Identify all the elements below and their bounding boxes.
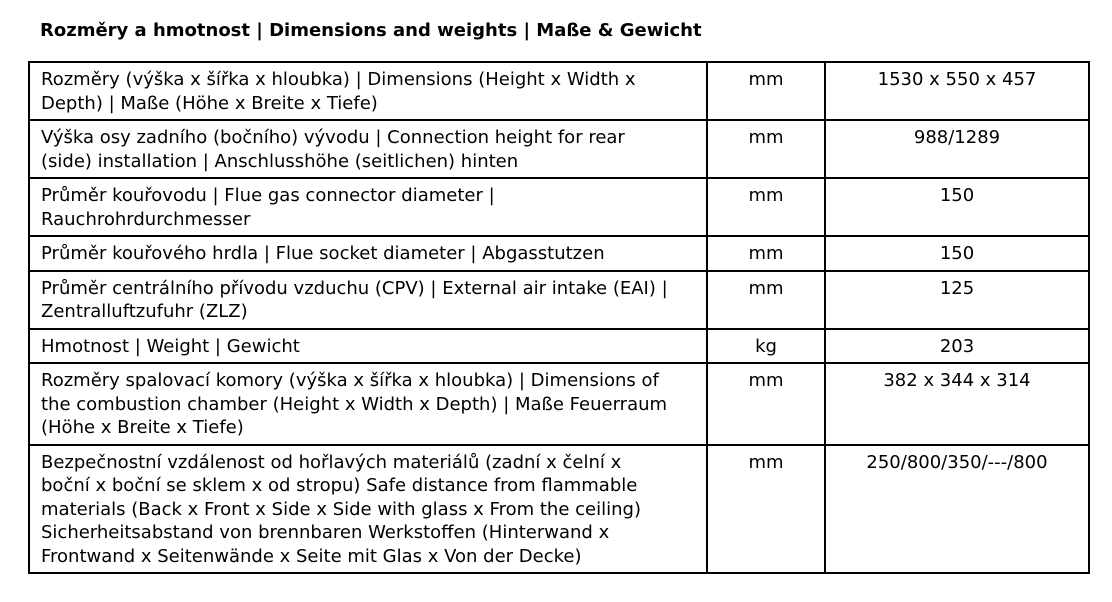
row-label-line: the combustion chamber (Height x Width x Depth) | Maße Feuerraum [41, 393, 668, 415]
row-unit: mm [707, 271, 825, 329]
table-row-combustion-chamber [29, 363, 1089, 445]
row-label-line: Rozměry (výška x šířka x hloubka) | Dimensions (Height x Width x [41, 69, 636, 90]
row-label [29, 178, 707, 236]
row-value: 150 [825, 236, 1089, 271]
table-row-connection-height [29, 120, 1089, 178]
row-label [29, 236, 707, 271]
row-unit: mm [707, 120, 825, 178]
row-label-line: Depth) | Maße (Höhe x Breite x Tiefe) [41, 92, 378, 114]
row-label [29, 271, 707, 329]
row-value: 203 [825, 329, 1089, 364]
table-row-weight [29, 329, 1089, 364]
row-label-line: Zentralluftzufuhr (ZLZ) [41, 301, 248, 322]
row-label [29, 120, 707, 178]
table-row-flue-connector-diameter [29, 178, 1089, 236]
row-value: 250/800/350/---/800 [825, 445, 1089, 574]
row-value: 150 [825, 178, 1089, 236]
row-unit: mm [707, 363, 825, 445]
dimensions-weights-table [28, 61, 1090, 574]
row-label-line: Průměr kouřovodu | Flue gas connector diameter | [41, 185, 495, 206]
row-unit: kg [707, 329, 825, 364]
row-label-line: Rauchrohrdurchmesser [41, 208, 251, 230]
table-row-safe-distance [29, 445, 1089, 574]
table-row-dimensions [29, 62, 1089, 120]
row-label-line: Hmotnost | Weight | Gewicht [41, 335, 300, 357]
row-value: 988/1289 [825, 120, 1089, 178]
row-label-line: Frontwand x Seitenwände x Seite mit Glas x Von der Decke) [41, 545, 582, 567]
row-unit: mm [707, 178, 825, 236]
row-label-line: Sicherheitsabstand von brennbaren Werkstoffen (Hinterwand x [41, 522, 610, 543]
row-value: 382 x 344 x 314 [825, 363, 1089, 445]
row-value: 125 [825, 271, 1089, 329]
row-label [29, 445, 707, 574]
row-unit: mm [707, 236, 825, 271]
row-label [29, 329, 707, 364]
row-value: 1530 x 550 x 457 [825, 62, 1089, 120]
row-label-line: Výška osy zadního (bočního) vývodu | Connection height for rear [41, 127, 625, 148]
row-label-line: boční x boční se sklem x od stropu) Safe distance from flammable [41, 475, 638, 496]
row-label [29, 62, 707, 120]
row-label-line: (Höhe x Breite x Tiefe) [41, 417, 244, 438]
row-label-line: Průměr kouřového hrdla | Flue socket diameter | Abgasstutzen [41, 243, 605, 264]
row-label-line: Průměr centrálního přívodu vzduchu (CPV) | External air intake (EAI) | [41, 277, 668, 299]
row-label [29, 363, 707, 445]
row-label-line: Rozměry spalovací komory (výška x šířka x hloubka) | Dimensions of [41, 370, 659, 391]
page-title: Rozměry a hmotnost | Dimensions and weights | Maße & Gewicht [40, 20, 702, 41]
row-label-line: Bezpečnostní vzdálenost od hořlavých materiálů (zadní x čelní x [41, 451, 622, 473]
row-unit: mm [707, 62, 825, 120]
table-row-flue-socket-diameter [29, 236, 1089, 271]
row-unit: mm [707, 445, 825, 574]
row-label-line: (side) installation | Anschlusshöhe (seitlichen) hinten [41, 150, 519, 172]
table-row-air-intake-diameter [29, 271, 1089, 329]
row-label-line: materials (Back x Front x Side x Side with glass x From the ceiling) [41, 498, 641, 520]
